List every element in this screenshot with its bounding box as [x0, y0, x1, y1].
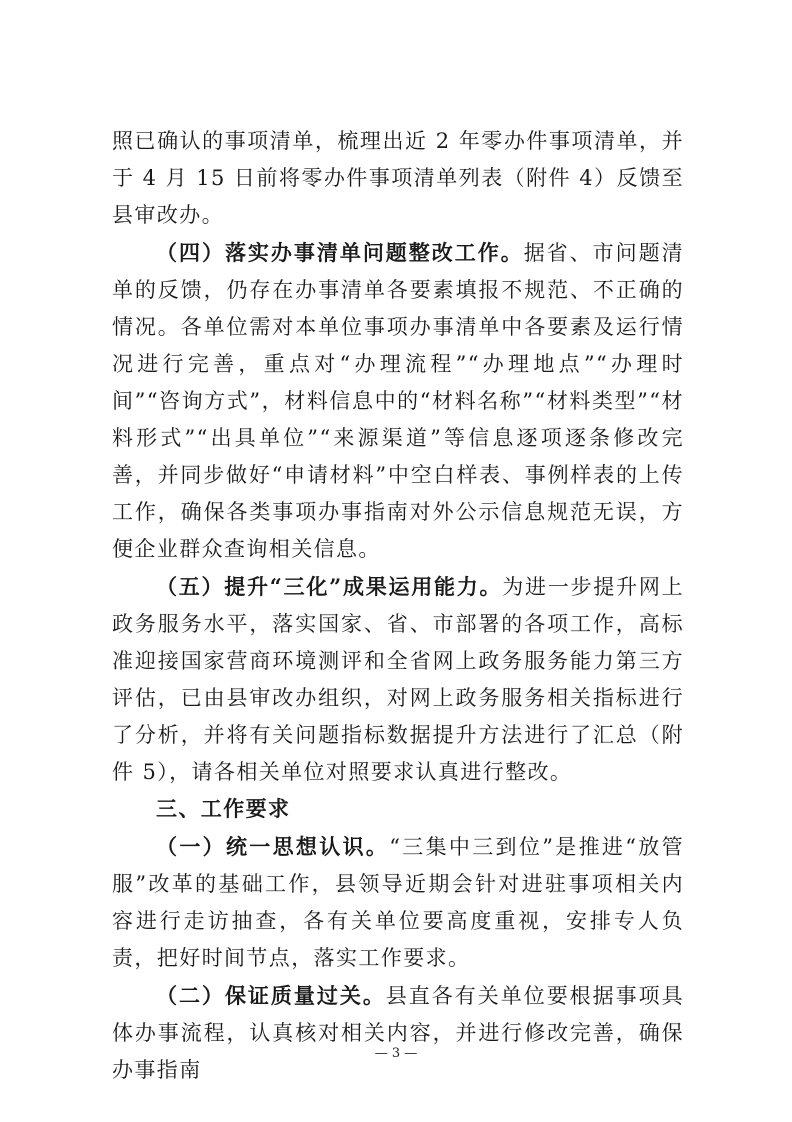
- paragraph-text: 县直各有关单位要根据事项具体办事流程，认真核对相关内容，并进行修改完善，确保办事指南: [112, 984, 685, 1082]
- paragraph-heading: （一）统一思想认识。: [156, 834, 390, 859]
- paragraph-text: “三集中三到位”是推进“放管服”改革的基础工作，县领导近期会针对进驻事项相关内容进行走访抽查，各有关单位要高度重视，安排专人负责，把好时间节点，落实工作要求。: [112, 835, 685, 970]
- paragraph-requirement-two: [112, 977, 684, 1089]
- paragraph-text: 为进一步提升网上政务服务水平，落实国家、省、市部署的各项工作，高标准迎接国家营商环境测评和全省网上政务服务能力第三方评估，已由县审改办组织，对网上政务服务相关指标进行了分析，并将有关问题指标数据提升方法进行了汇总（附件 5），请各相关单位对照要求认真进行整改。: [112, 575, 685, 784]
- paragraph-heading: （二）保证质量过关。: [156, 983, 386, 1008]
- section-heading-requirements: [112, 791, 684, 828]
- paragraph-heading: （四）落实办事清单问题整改工作。: [156, 240, 524, 265]
- paragraph-item-five: [112, 568, 684, 791]
- paragraph-item-four: [112, 234, 684, 568]
- paragraph-text: 据省、市问题清单的反馈，仍存在办事清单各要素填报不规范、不正确的情况。各单位需对本单位事项办事清单中各要素及运行情况进行完善，重点对“办理流程”“办理地点”“办理时间”“咨询方式”，材料信息中的“材料名称”“材料类型”“材料形式”“出具单位”“来源渠道”等信息逐项逐条修改完善，并同步做好“申请材料”中空白样表、事例样表的上传工作，确保各类事项办事指南对外公示信息规范无误，方便企业群众查询相关信息。: [112, 241, 684, 561]
- document-body: [112, 123, 684, 1089]
- paragraph-text: 照已确认的事项清单，梳理出近 2 年零办件事项清单，并于 4 月 15 日前将零办件事项清单列表（附件 4）反馈至县审改办。: [112, 129, 684, 227]
- paragraph-heading: （五）提升“三化”成果运用能力。: [156, 574, 503, 599]
- paragraph-zero-cases: [112, 123, 684, 234]
- page-number: — 3 —: [374, 1046, 418, 1061]
- section-title: 三、工作要求: [156, 797, 291, 821]
- paragraph-requirement-one: [112, 828, 684, 977]
